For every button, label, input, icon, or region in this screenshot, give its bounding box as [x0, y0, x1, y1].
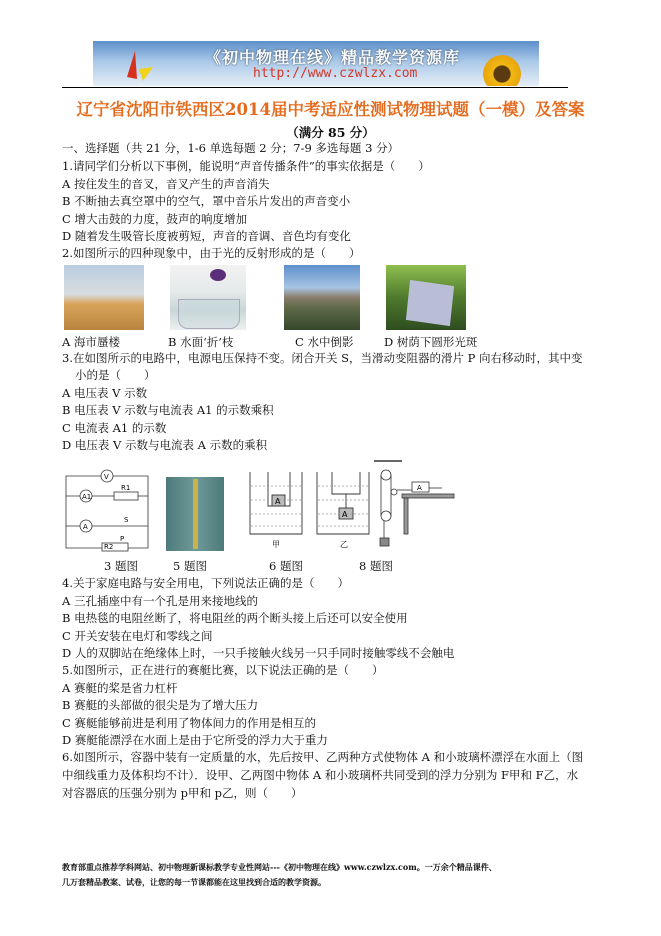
banner-title: 《初中物理在线》精品教学资源库	[205, 48, 461, 67]
q1-option-c: C 增大击鼓的力度，鼓声的响度增加	[62, 212, 247, 226]
banner-url: http://www.czwlzx.com	[253, 66, 418, 81]
q3-option-d: D 电压表 V 示数与电流表 A 示数的乘积	[62, 438, 268, 452]
pulley-diagram	[372, 458, 456, 550]
fig-jia-label: 甲	[272, 540, 280, 549]
page-title: 辽宁省沈阳市铁西区2014届中考适应性测试物理试题（一模）及答案	[76, 100, 585, 119]
q3-stem-cont: 小的是（ ）	[75, 368, 156, 382]
q2-option-d: D 树荫下圆形光斑	[384, 335, 478, 349]
q1-option-a: A 按住发生的音叉，音叉产生的声音消失	[62, 177, 270, 191]
q4-option-b: B 电热毯的电阻丝断了，将电阻丝的两个断头接上后还可以安全使用	[62, 611, 408, 625]
q4-option-d: D 人的双脚站在绝缘体上时，一只手接触火线另一只手同时接触零线不会触电	[62, 646, 455, 660]
q3-option-c: C 电流表 A1 的示数	[62, 421, 167, 435]
q5-option-b: B 赛艇的头部做的很尖是为了增大压力	[62, 698, 259, 712]
floating-cup-diagram	[248, 470, 373, 550]
q3-option-b: B 电压表 V 示数与电流表 A1 的示数乘积	[62, 403, 274, 417]
q4-option-a: A 三孔插座中有一个孔是用来接地线的	[62, 594, 258, 608]
header-rule	[62, 87, 568, 88]
q1-option-b: B 不断抽去真空罩中的空气，罩中音乐片发出的声音变小	[62, 194, 351, 208]
ammeter-a1-label: A1	[82, 493, 92, 501]
fig6-caption: 6 题图	[269, 559, 303, 573]
q6-stem-line1: 6.如图所示，容器中装有一定质量的水，先后按甲、乙两种方式使物体 A 和小玻璃杯漂浮在水面上（图	[62, 750, 584, 764]
logo-icon	[121, 49, 157, 83]
block-a-label: A	[417, 484, 422, 492]
q4-option-c: C 开关安装在电灯和零线之间	[62, 629, 213, 643]
footer-line2: 几万套精品教案、试卷，让您的每一节课都能在这里找到合适的教学资源。	[62, 877, 326, 887]
q1-stem: 1.请同学们分析以下事例，能说明“声音传播条件”的事实依据是（ ）	[62, 159, 430, 173]
q2-option-a: A 海市蜃楼	[62, 335, 120, 349]
slider-label: P	[120, 535, 125, 543]
q6-stem-line2: 中细线重力及体积均不计）．设甲、乙两图中物体 A 和小玻璃杯共同受到的浮力分别为 F甲和 F乙，水	[62, 768, 579, 782]
q4-stem: 4.关于家庭电路与安全用电，下列说法正确的是（ ）	[62, 576, 349, 590]
q3-stem: 3.在如图所示的电路中，电源电压保持不变。闭合开关 S，当滑动变阻器的滑片 P 向右移动时，其中变	[62, 351, 583, 365]
q6-stem-line3: 对容器底的压强分别为 p甲和 p乙，则（ ）	[62, 786, 303, 800]
total-score: （满分 85 分）	[286, 125, 375, 140]
light-spots-photo	[386, 265, 466, 330]
circuit-diagram	[64, 468, 154, 554]
q5-option-d: D 赛艇能漂浮在水面上是由于它所受的浮力大于重力	[62, 733, 328, 747]
switch-label: S	[124, 516, 129, 524]
flower-in-water-photo	[170, 265, 246, 330]
mirage-photo	[64, 265, 144, 330]
sunflower-image	[483, 55, 521, 86]
q5-stem: 5.如图所示，正在进行的赛艇比赛，以下说法正确的是（ ）	[62, 663, 384, 677]
q1-option-d: D 随着发生吸管长度被剪短，声音的音调、音色均有变化	[62, 229, 351, 243]
object-a-label-2: A	[342, 510, 348, 519]
object-a-label: A	[275, 497, 281, 506]
q5-option-c: C 赛艇能够前进是利用了物体间力的作用是相互的	[62, 716, 316, 730]
section-heading: 一、选择题（共 21 分，1-6 单选每题 2 分；7-9 多选每题 3 分）	[62, 141, 400, 155]
reflection-photo	[284, 265, 360, 330]
q2-stem: 2.如图所示的四种现象中，由于光的反射形成的是（ ）	[62, 246, 361, 260]
fig-yi-label: 乙	[340, 540, 348, 549]
fig8-caption: 8 题图	[359, 559, 393, 573]
footer-line1: 教育部重点推荐学科网站、初中物理新课标教学专业性网站---《初中物理在线》www.czwlzx.com。一万余个精品课件、	[62, 862, 497, 872]
rowing-photo	[166, 477, 224, 551]
q2-option-c: C 水中倒影	[295, 335, 354, 349]
fig5-caption: 5 题图	[173, 559, 207, 573]
ammeter-a-label: A	[83, 523, 88, 531]
r1-label: R1	[121, 484, 131, 492]
q5-option-a: A 赛艇的桨是省力杠杆	[62, 681, 178, 695]
r2-label: R2	[104, 543, 114, 551]
fig3-caption: 3 题图	[104, 559, 138, 573]
site-banner	[93, 41, 539, 86]
q3-option-a: A 电压表 V 示数	[62, 386, 148, 400]
q2-option-b: B 水面‘折’枝	[168, 335, 234, 349]
voltmeter-label: V	[104, 473, 109, 481]
